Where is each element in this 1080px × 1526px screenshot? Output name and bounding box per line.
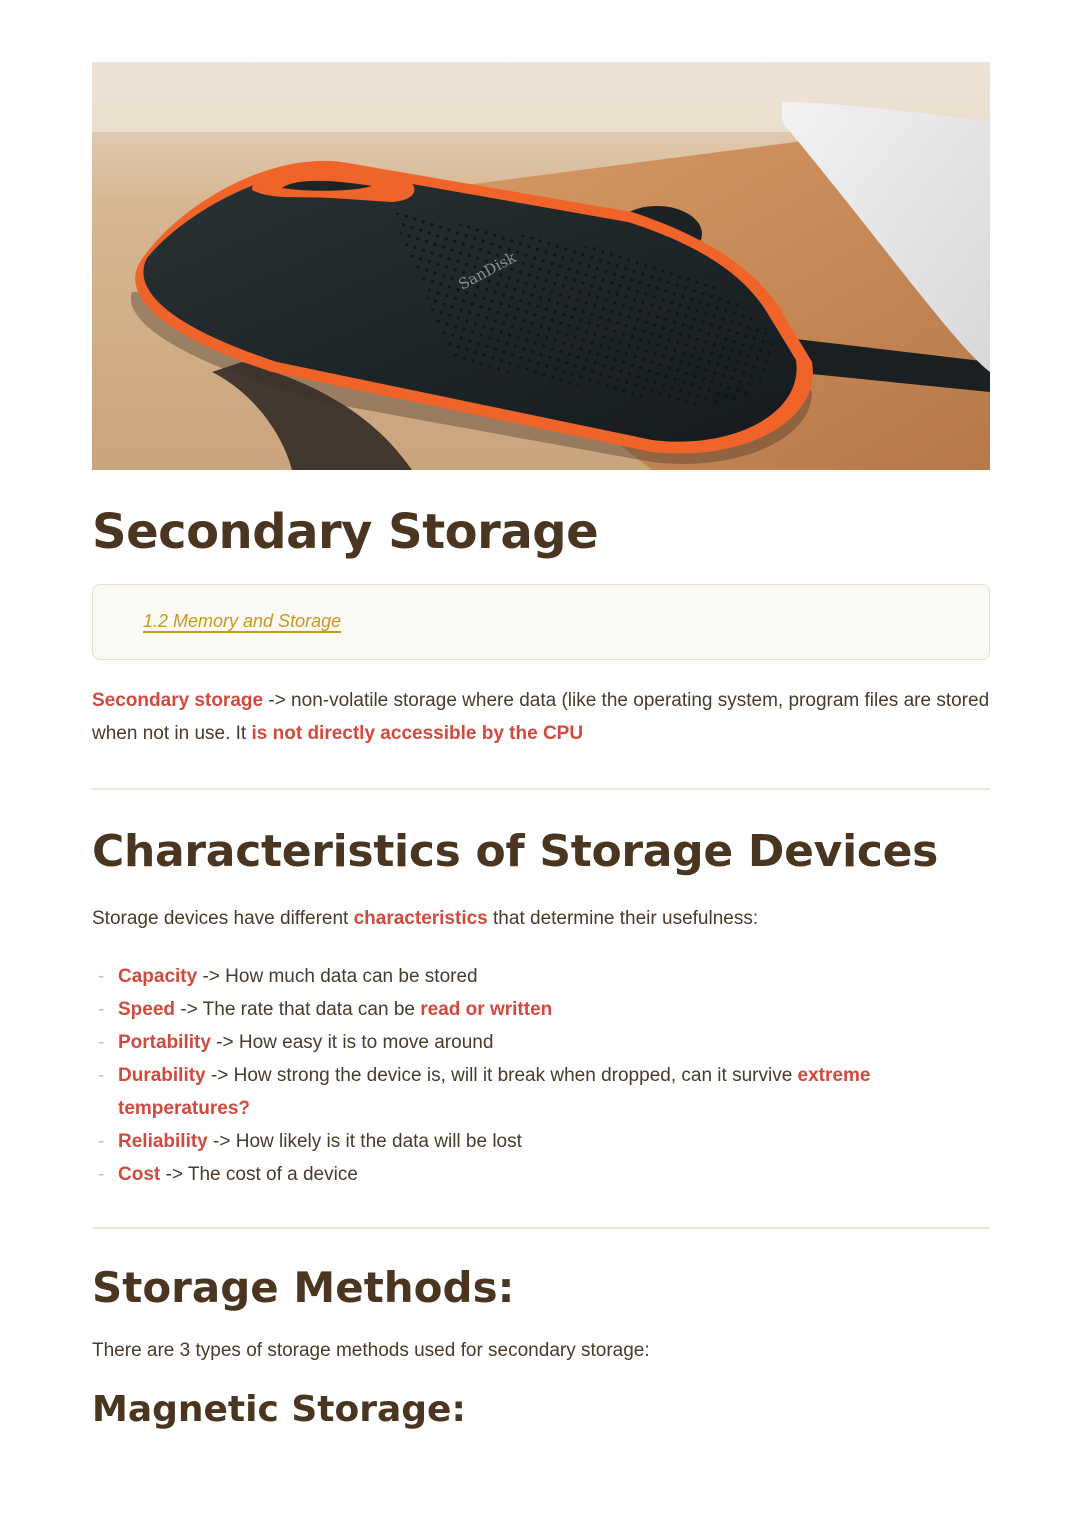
item-term: Durability [118,1065,206,1087]
storage-methods-heading: Storage Methods: [92,1263,515,1313]
list-item-capacity [92,960,990,993]
memory-and-storage-link[interactable]: 1.2 Memory and Storage [143,610,342,631]
list-item-speed [92,993,990,1026]
definition-paragraph [92,684,990,750]
intro-text-end: that determine their usefulness: [487,908,759,930]
item-term: Speed [118,999,176,1021]
item-text: -> How much data can be stored [197,966,478,988]
page-title: Secondary Storage [92,504,599,560]
item-term: Reliability [118,1131,208,1153]
bullet-dash: - [98,1131,105,1153]
characteristics-term: characteristics [353,908,488,930]
secondary-storage-term: Secondary storage [92,689,264,711]
bullet-dash: - [98,1032,105,1054]
brand-logo-text: SanDisk [455,248,520,294]
item-term: Portability [118,1032,211,1054]
bullet-dash: - [98,966,105,988]
bullet-dash: - [98,1065,105,1087]
hero-image [92,62,990,470]
item-text: -> How strong the device is, will it break when dropped, can it survive [205,1065,798,1087]
magnetic-storage-heading: Magnetic Storage: [92,1388,466,1430]
characteristics-list [92,960,990,1191]
item-text: -> How easy it is to move around [210,1032,494,1054]
ssd-photo [92,62,990,470]
section-divider [92,1227,990,1229]
item-highlight: extreme temperatures? [118,1065,871,1120]
list-item-durability [92,1059,990,1125]
related-link-callout [92,584,990,660]
definition-text: -> non-volatile storage where data (like the operating system, program files are stored when not in use. It [92,689,990,744]
characteristics-intro [92,904,990,934]
characteristics-heading: Characteristics of Storage Devices [92,825,939,877]
item-text: -> How likely is it the data will be lost [207,1131,522,1153]
item-highlight: read or written [420,999,553,1021]
item-term: Capacity [118,966,198,988]
intro-text: Storage devices have different [92,908,354,930]
storage-methods-intro: There are 3 types of storage methods used for secondary storage: [92,1339,650,1361]
page-content [92,62,990,1431]
bullet-dash: - [98,999,105,1021]
list-item-portability [92,1026,990,1059]
item-text: -> The rate that data can be [175,999,421,1021]
bullet-dash: - [98,1164,105,1186]
cpu-access-highlight: is not directly accessible by the CPU [251,722,584,744]
item-text: -> The cost of a device [160,1164,358,1186]
item-term: Cost [118,1164,161,1186]
section-divider [92,788,990,790]
list-item-reliability [92,1125,990,1158]
list-item-cost [92,1158,990,1191]
